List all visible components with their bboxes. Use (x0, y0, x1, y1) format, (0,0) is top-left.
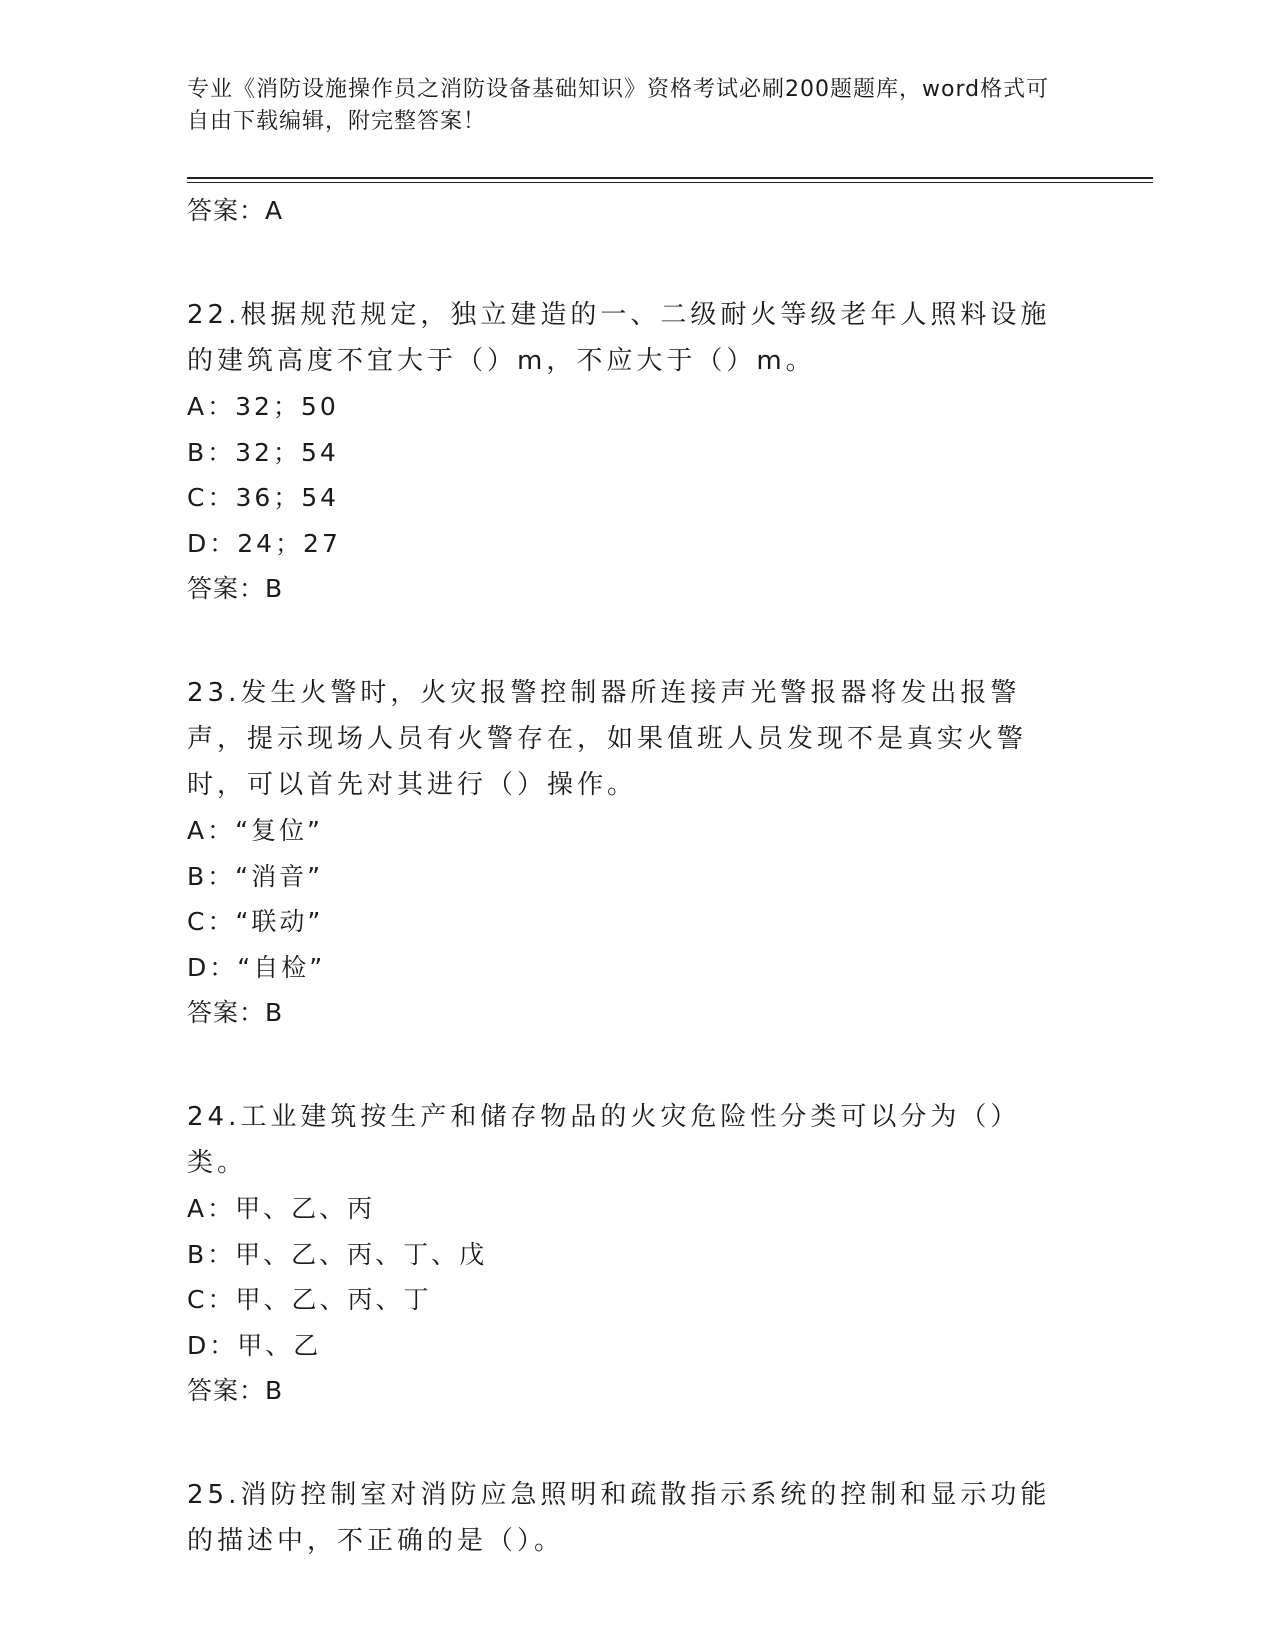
option-a: A：“复位” (187, 816, 324, 845)
answer-line: 答案：A (187, 196, 284, 225)
question-block (187, 1472, 1067, 1564)
question-block (187, 292, 1067, 611)
option-d: D：甲、乙 (187, 1330, 322, 1360)
spacer (187, 1413, 1067, 1472)
spacer (187, 233, 1067, 292)
answer-line: 答案：B (187, 998, 284, 1027)
option-c: C：36；54 (187, 483, 340, 512)
header-divider-thick (187, 177, 1153, 179)
option-b: B：32；54 (187, 437, 339, 467)
option-a: A：甲、乙、丙 (187, 1194, 376, 1223)
answer-line: 答案：B (187, 1376, 284, 1405)
question-block (187, 1094, 1067, 1413)
question-block (187, 670, 1067, 1035)
option-c: C：甲、乙、丙、丁 (187, 1285, 432, 1314)
question-stem: 22.根据规范规定，独立建造的一、二级耐火等级老年人照料设施的建筑高度不宜大于（）m，不应大于（）m。 (187, 300, 1051, 376)
option-a: A：32；50 (187, 392, 339, 421)
document-header-title: 专业《消防设施操作员之消防设备基础知识》资格考试必刷200题题库，word格式可自由下载编辑，附完整答案！ (187, 77, 1050, 134)
spacer (187, 611, 1067, 670)
header-divider-thin (187, 182, 1153, 183)
option-d: D：24；27 (187, 528, 341, 558)
spacer (187, 1035, 1067, 1094)
question-stem: 24.工业建筑按生产和储存物品的火灾危险性分类可以分为（）类。 (187, 1102, 1021, 1178)
question-stem: 23.发生火警时，火灾报警控制器所连接声光警报器将发出报警声，提示现场人员有火警存在，如果值班人员发现不是真实火警时，可以首先对其进行（）操作。 (187, 678, 1028, 800)
question-stem: 25.消防控制室对消防应急照明和疏散指示系统的控制和显示功能的描述中，不正确的是（）。 (187, 1480, 1051, 1556)
option-b: B：甲、乙、丙、丁、戊 (187, 1239, 488, 1269)
answer-line: 答案：B (187, 574, 284, 603)
option-c: C：“联动” (187, 907, 324, 936)
question-list (187, 188, 1067, 1564)
option-d: D：“自检” (187, 952, 326, 982)
option-b: B：“消音” (187, 861, 324, 891)
